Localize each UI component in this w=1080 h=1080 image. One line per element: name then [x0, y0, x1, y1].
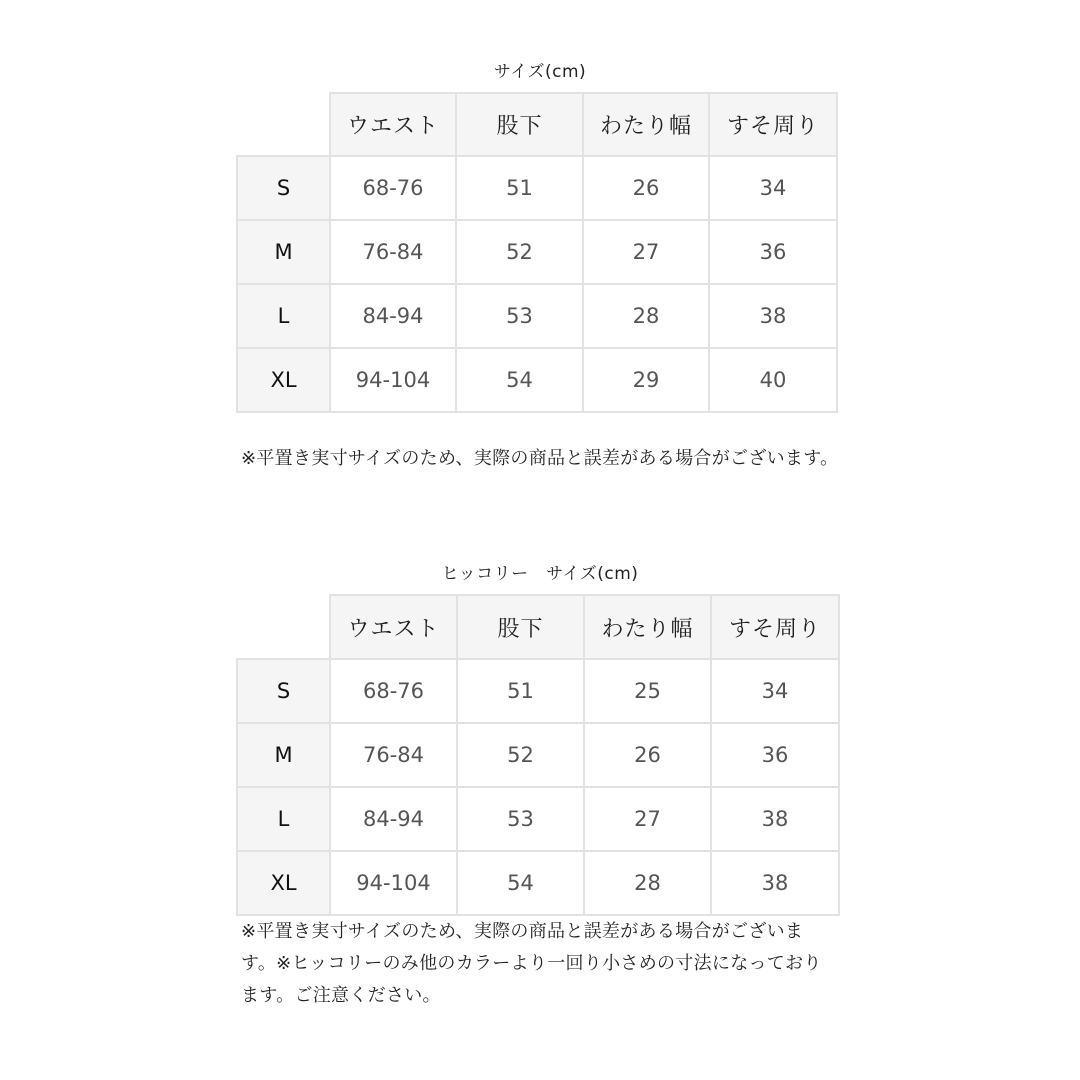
row-header-size: S: [237, 156, 330, 220]
cell-thigh: 27: [583, 220, 709, 284]
cell-inseam: 54: [457, 851, 584, 915]
table-row: [237, 787, 839, 851]
row-header-size: XL: [237, 348, 330, 412]
row-header-size: M: [237, 723, 330, 787]
cell-thigh: 28: [584, 851, 711, 915]
row-header-size: L: [237, 787, 330, 851]
corner-cell: [237, 595, 330, 659]
cell-inseam: 51: [457, 659, 584, 723]
cell-hem: 40: [709, 348, 837, 412]
cell-hem: 38: [711, 851, 839, 915]
size-table-1: [236, 92, 838, 413]
cell-hem: 36: [709, 220, 837, 284]
column-header-waist: ウエスト: [330, 595, 457, 659]
column-header-inseam: 股下: [456, 93, 583, 156]
table2-note: ※平置き実寸サイズのため、実際の商品と誤差がある場合がございます。※ヒッコリーのみ他のカラーより一回り小さめの寸法になっております。ご注意ください。: [241, 921, 822, 1006]
column-header-inseam: 股下: [457, 595, 584, 659]
cell-waist: 94-104: [330, 851, 457, 915]
cell-hem: 34: [709, 156, 837, 220]
column-header-thigh: わたり幅: [583, 93, 709, 156]
table-row: [237, 284, 837, 348]
cell-inseam: 52: [457, 723, 584, 787]
cell-hem: 34: [711, 659, 839, 723]
column-header-waist: ウエスト: [330, 93, 456, 156]
cell-waist: 68-76: [330, 659, 457, 723]
table-row: [237, 851, 839, 915]
cell-waist: 76-84: [330, 723, 457, 787]
cell-inseam: 52: [456, 220, 583, 284]
cell-thigh: 26: [583, 156, 709, 220]
table2-caption: ヒッコリー サイズ(cm): [441, 564, 639, 584]
table1-caption: サイズ(cm): [493, 62, 587, 82]
size-table-2: [236, 594, 840, 916]
cell-waist: 84-94: [330, 787, 457, 851]
column-header-hem: すそ周り: [709, 93, 837, 156]
column-header-hem: すそ周り: [711, 595, 839, 659]
cell-thigh: 27: [584, 787, 711, 851]
cell-hem: 38: [711, 787, 839, 851]
table1-note: ※平置き実寸サイズのため、実際の商品と誤差がある場合がございます。: [241, 448, 839, 469]
row-header-size: L: [237, 284, 330, 348]
table-row: [237, 220, 837, 284]
corner-cell: [237, 93, 330, 156]
cell-inseam: 54: [456, 348, 583, 412]
row-header-size: M: [237, 220, 330, 284]
cell-hem: 36: [711, 723, 839, 787]
table-row: [237, 348, 837, 412]
table-row: [237, 723, 839, 787]
cell-hem: 38: [709, 284, 837, 348]
cell-waist: 76-84: [330, 220, 456, 284]
row-header-size: XL: [237, 851, 330, 915]
cell-waist: 84-94: [330, 284, 456, 348]
cell-thigh: 26: [584, 723, 711, 787]
table-row: [237, 156, 837, 220]
cell-thigh: 28: [583, 284, 709, 348]
column-header-thigh: わたり幅: [584, 595, 711, 659]
cell-thigh: 29: [583, 348, 709, 412]
cell-inseam: 53: [457, 787, 584, 851]
row-header-size: S: [237, 659, 330, 723]
cell-thigh: 25: [584, 659, 711, 723]
table-row: [237, 659, 839, 723]
cell-waist: 94-104: [330, 348, 456, 412]
cell-waist: 68-76: [330, 156, 456, 220]
cell-inseam: 51: [456, 156, 583, 220]
cell-inseam: 53: [456, 284, 583, 348]
